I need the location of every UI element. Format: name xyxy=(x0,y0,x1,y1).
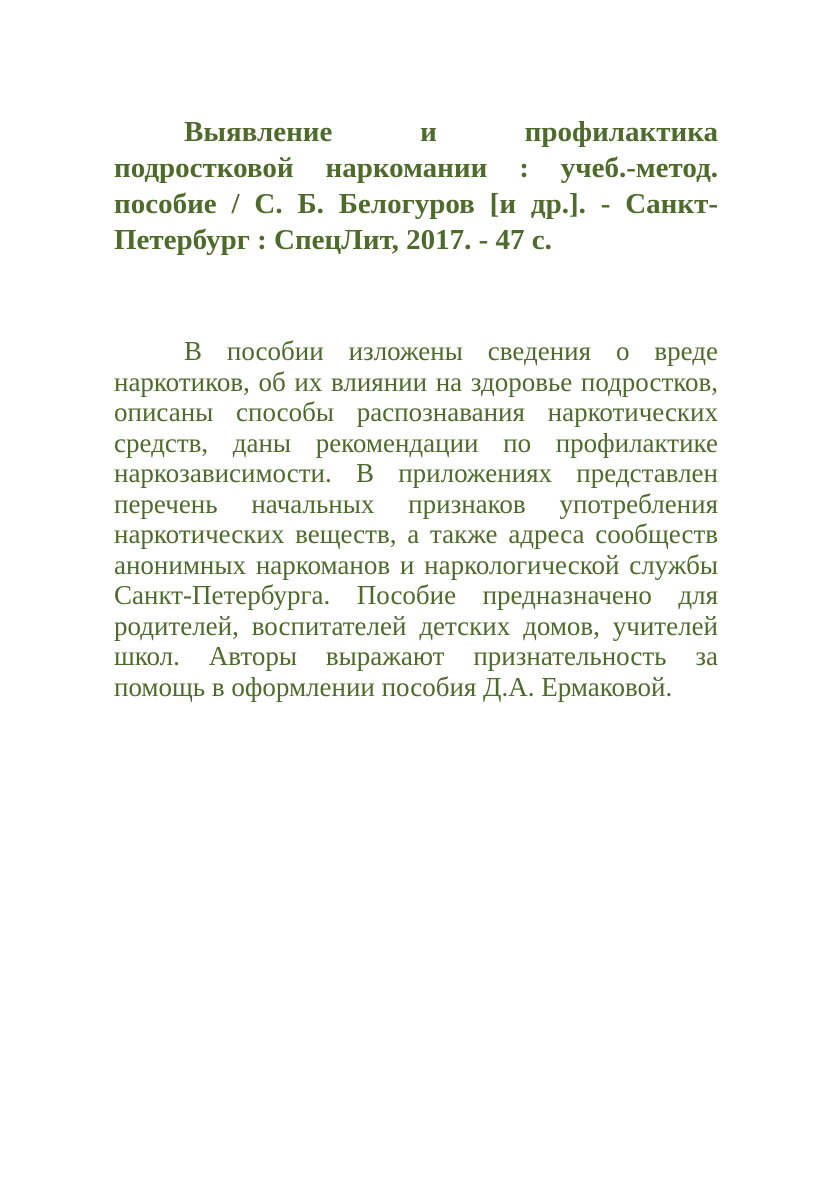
record-abstract: В пособии изложены сведения о вреде наркотиков, об их влиянии на здоровье подростков, описаны способы распознавания наркотических средств, даны рекомендации по профилактике наркозависимости. В приложениях представлен перечень начальных признаков употребления наркотических веществ, а также адреса сообществ анонимных наркоманов и наркологической службы Санкт-Петербурга. Пособие предназначено для родителей, воспитателей детских домов, учителей школ. Авторы выражают признательность за помощь в оформлении пособия Д.А. Ермаковой. xyxy=(114,336,718,702)
bibliographic-record xyxy=(114,114,718,702)
record-title: Выявление и профилактика подростковой наркомании : учеб.-метод. пособие / С. Б. Белогуров [и др.]. - Санкт-Петербург : СпецЛит, 2017. - 47 с. xyxy=(114,116,718,256)
